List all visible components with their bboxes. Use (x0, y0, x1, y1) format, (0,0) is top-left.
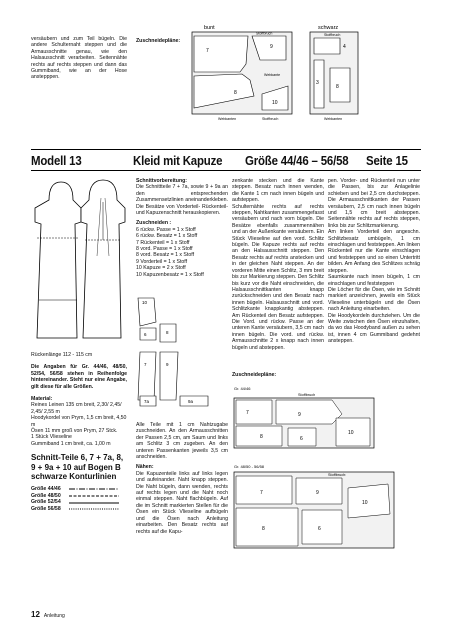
svg-text:7: 7 (206, 48, 209, 54)
dress-technical-drawing (31, 178, 127, 348)
back-length: Rückenlänge 112 - 115 cm (31, 352, 93, 358)
column-2 (136, 178, 228, 278)
svg-text:9: 9 (316, 490, 319, 496)
size-legend (31, 486, 127, 512)
top-paragraph: versäubern und zum Teil bügeln. Die andere Schulternaht steppen und die Armausschnitte genau, wie den Halsausschnitt verarbeiten. Seitennähte rechts auf rechts steppen und dann das Gummiband, wie an der Hose anstepppen. (31, 36, 127, 81)
model-number: Modell 13 (31, 153, 82, 168)
column-4 (328, 178, 420, 347)
svg-text:Webkanten: Webkanten (324, 117, 343, 121)
legend-label: Größe 56/58 (31, 505, 61, 512)
svg-text:Stoffbruch:: Stoffbruch: (328, 473, 347, 477)
svg-text:6: 6 (318, 526, 321, 532)
svg-text:8: 8 (336, 84, 339, 90)
page-number: 12 (31, 610, 40, 619)
prep-text: Die Schnittteile 7 + 7a, sowie 9 + 9a an den entsprechenden Zusammensetzlinien aneinanderkleben. Die Besätze von Vorderteil- Rückenteil- und Kapuzenschnitt herauskopieren. (136, 184, 228, 217)
allowance-text: Alle Teile mit 1 cm Nahtzugabe zuschneiden. An den Armausschnitten der Passen 2,5 cm, am Saum und links am Schlitz 3 cm zugeben. An den unteren Passenkanten jeweils 3,5 cm anschneiden. (136, 422, 228, 461)
svg-text:6: 6 (144, 332, 147, 337)
legend-line (69, 494, 119, 498)
svg-text:10: 10 (362, 500, 368, 506)
piece-schwarz-c (330, 68, 350, 102)
size-note: Die Angaben für Gr. 44/46, 48/50, 52/54, 56/58 stehen in Reihenfolge hintereinander. Steht nur eine Angabe, gilt diese für alle Größen. (31, 364, 127, 390)
legend-line (69, 501, 119, 505)
cut-item: 10 Kapuzenbesatz = 1 x Stoff (136, 271, 204, 278)
label-schwarz: schwarz (318, 25, 339, 31)
svg-text:8: 8 (234, 90, 237, 96)
header-rule-bottom (31, 170, 421, 171)
svg-text:8: 8 (260, 434, 263, 440)
svg-text:8: 8 (262, 526, 265, 532)
svg-text:Gr. 48/50 - 56/58: Gr. 48/50 - 56/58 (234, 464, 265, 469)
svg-text:Webkanten: Webkanten (218, 117, 237, 121)
legend-line (69, 507, 119, 511)
svg-text:Stoffbruch: Stoffbruch (324, 33, 341, 37)
pattern-pieces-overview (136, 296, 228, 418)
cut-title: Zuschneiden : (136, 220, 172, 227)
svg-text:Stoffbruch: Stoffbruch (256, 31, 273, 36)
svg-text:Stoffbruch: Stoffbruch (262, 117, 279, 121)
svg-text:6: 6 (300, 436, 303, 442)
piece-schwarz-a (314, 38, 340, 54)
cut-item: 6 rückw. Besatz = 1 x Stoff (136, 233, 198, 240)
bottom-cutting-layout (232, 384, 422, 564)
header-rule-top (31, 149, 421, 150)
col4-text: pen. Vorder- und Rückenteil nun unter die Passen, bis zur Anlagelinie schieben und bei 2,5 cm durchsteppen. Die Armausschnittkanten der Passen versäubern, 2,5 cm nach innen bügeln und 1,5 cm breit absteppen. Seitennähte rechts auf rechts steppen, links bis zur Schlitzmarkierung. Am linken Vorderteil den angeschn. Schlitzbesatz umbügeln, 1 cm einschlagen und feststeppen. Am linken Rückenteil nur die Kante einschlagen und feststeppen und so einen Untertritt bilden. Am Anfang des Schlitzes schräg steppen. Saumkante nach innen bügeln, 1 cm einschlagen und feststeppen Die Löcher für die Ösen, wie im Schnitt markiert anzeichnen, jeweils ein Stück Vlieseline unterbügeln und die Ösen nach Anleitung einarbeiten. Die Hoodykordeln durchziehen. Um die Weite zwischen den Ösen einzuhalten, da wo das Hoodyband außen zu sehen ist, innen 4 cm Gummiband gedehnt ansteppen. (328, 178, 420, 345)
sew-text: Die Kapuzenteile links auf links legen und aufeinander. Naht knapp steppen. Die Naht bügeln, dann wenden, rechts auf rechts legen und die Naht noch einmal steppen. Naht flachbügeln. Auf die im Schnitt markierten Stellen für die Ösen ein Stück Vlieseline aufbügeln und die Ösen nach Anleitung einarbeiten. Den Besatz rechts auf rechts auf die Kapu- (136, 470, 228, 535)
page-reference: Seite 15 (366, 153, 408, 168)
bottom-diagram-heading: Zuschneidepläne: (232, 372, 277, 378)
top-text-block (31, 36, 127, 83)
legend-label: Größe 44/46 (31, 486, 61, 493)
svg-text:7: 7 (246, 410, 249, 416)
svg-text:10: 10 (348, 430, 354, 436)
material-list: Reines Leinen 135 cm breit, 2,30/ 2,45/ 2,45/ 2,55 m Hoodykordel von Prym, 1,5 cm breit, 4,50 m Ösen 11 mm groß von Prym, 27 Stck. 1 Stück Vlieseline Gummiband 1 cm breit, ca. 1,00 m (31, 402, 127, 447)
cut-item: 10 Kapuze = 2 x Stoff (136, 265, 186, 272)
svg-text:7: 7 (144, 362, 147, 367)
legend-row (31, 493, 127, 500)
label-bunt: bunt (204, 25, 215, 31)
cut-item: 8 vord. Passe = 1 x Stoff (136, 246, 193, 253)
svg-text:Gr. 44/46: Gr. 44/46 (234, 386, 251, 391)
cut-item: 9 Vorderteil = 1 x Stoff (136, 258, 188, 265)
model-sizes: Größe 44/46 – 56/58 (245, 153, 349, 168)
legend-row (31, 486, 127, 493)
svg-text:10: 10 (142, 300, 148, 305)
svg-text:10: 10 (272, 100, 278, 106)
cut-item: 6 rückw. Passe = 1 x Stoff (136, 226, 196, 233)
pattern-pieces: Schnitt-Teile 6, 7 + 7a, 8, 9 + 9a + 10 auf Bogen B schwarze Konturlinien (31, 453, 124, 482)
piece-7 (194, 36, 248, 72)
svg-text:7a: 7a (144, 399, 150, 404)
svg-text:9: 9 (270, 44, 273, 50)
footer-word: Anleitung (43, 613, 65, 619)
legend-line (69, 487, 119, 491)
col3-text: zenkante stecken und die Kante steppen. Besatz nach innen wenden, die Kante 1 cm nach innen bügeln und aufsteppen. Schulternähte rechts auf rechts steppen, Nahtkanten zusammengefasst versäubern und nach vorn bügeln. Die Besätze ebenfalls zusammennähen und an der Außenkante versäubern. Ein Stück Vlieseline auf den vord. Schlitz bügeln. Die Kapuze rechts auf rechts an den Halsausschnitt steppen. Den Besatz rechts auf rechts anstecken und in der gleichen Naht steppen. An der vorderen Mitte einen Schlitz, 3 mm breit bis zur Markierung steppen. Den Schlitz bis kurz vor die Naht einschneiden, die Halsausschnittkanten knapp zurückschneiden und den Besatz nach innen bügeln. Halsausschnitt und vord. Schlitzkante knappkantig absteppen. Am Rückenteil den Besatz aufsteppen. Die Vord. und rückw. Passe an der unteren Kante versäubern, 3,5 cm nach innen bügeln. Die vord. und rückw. Armausschnitte 2 x knapp nach innen bügeln und absteppen. (232, 178, 324, 351)
column-2-lower (136, 422, 228, 537)
svg-text:Stoffbruch: Stoffbruch (298, 393, 316, 397)
model-title: Kleid mit Kapuze (133, 153, 223, 168)
legend-label: Größe 48/50 (31, 492, 61, 499)
cut-list (136, 227, 228, 278)
top-diagram-heading: Zuschneidepläne: (136, 38, 181, 44)
svg-text:Webkante: Webkante (264, 73, 281, 77)
svg-text:9: 9 (298, 412, 301, 418)
footer (31, 610, 65, 619)
legend-row (31, 499, 127, 506)
svg-text:9: 9 (166, 362, 169, 367)
prep-title: Schnittvorbereitung: (136, 178, 188, 184)
legend-label: Größe 52/54 (31, 499, 61, 506)
cut-item: 7 Rückenteil = 1 x Stoff (136, 239, 190, 246)
left-column (31, 352, 127, 512)
svg-text:7: 7 (260, 490, 263, 496)
top-cutting-layout (190, 24, 430, 134)
svg-text:9a: 9a (188, 399, 194, 404)
svg-text:4: 4 (343, 44, 346, 50)
material-title: Material: (31, 396, 53, 403)
svg-text:8: 8 (166, 330, 169, 335)
cut-item: 8 vord. Besatz = 1 x Stoff (136, 252, 195, 259)
column-3 (232, 178, 324, 353)
sew-title: Nähen: (136, 464, 154, 471)
svg-text:3: 3 (316, 80, 319, 86)
legend-row (31, 506, 127, 513)
